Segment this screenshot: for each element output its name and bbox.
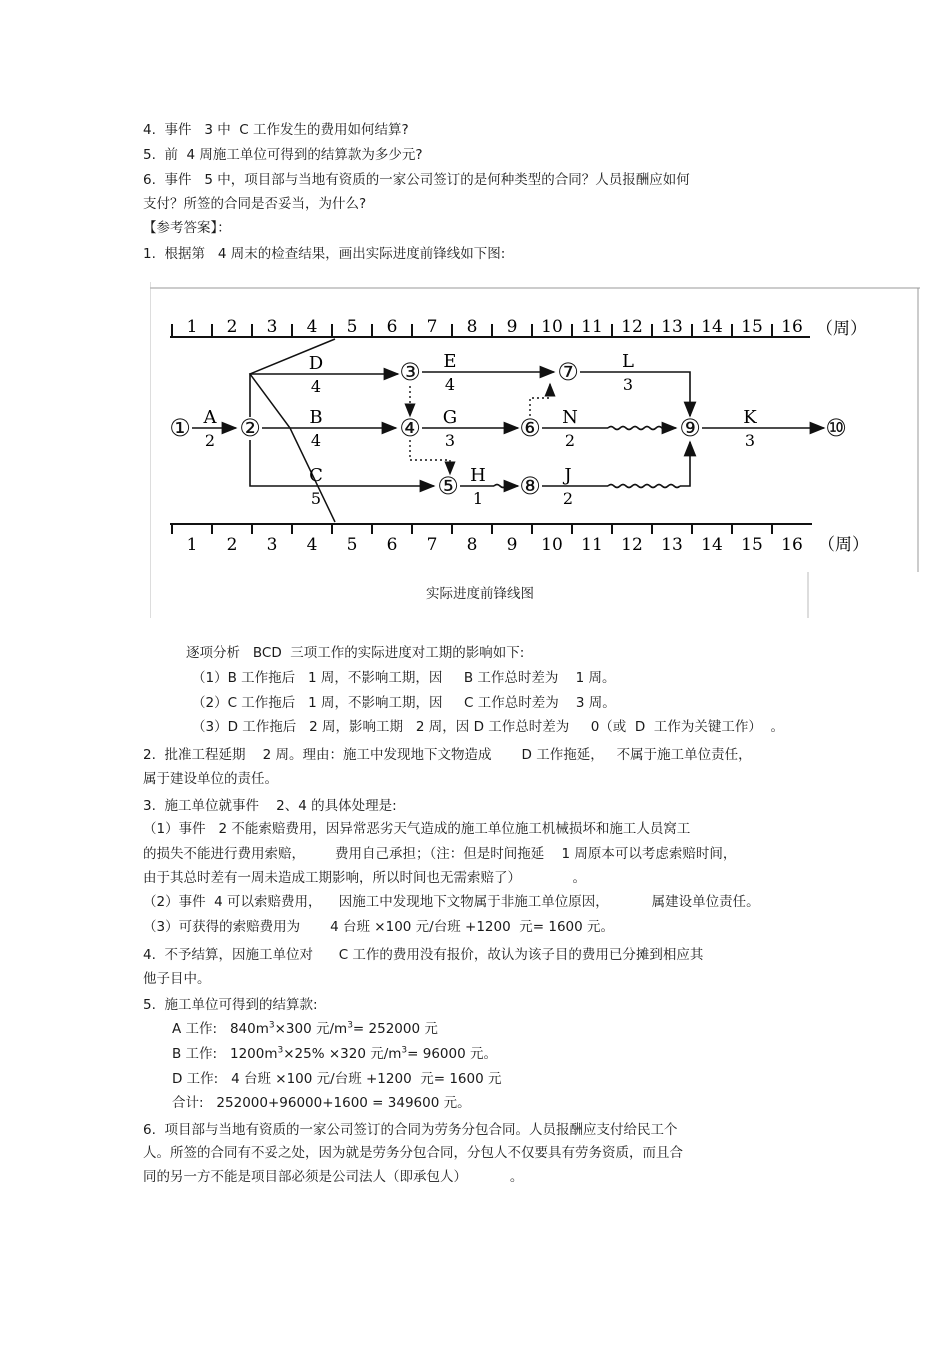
top-time-scale: [170, 317, 810, 337]
activity-name: A: [203, 407, 217, 428]
answer-6-line-2: 人。所签的合同有不妥之处，因为就是劳务分包合同，分包人不仅要具有劳务资质，而且合: [143, 1145, 683, 1161]
top-week-label: 4: [306, 317, 318, 337]
question-4: 4. 事件 3 中 C 工作发生的费用如何结算?: [143, 122, 409, 138]
activity-duration: 3: [444, 431, 456, 450]
bottom-week-label: 2: [226, 535, 238, 555]
top-week-label: 2: [226, 317, 238, 337]
network-node: ⑩: [825, 414, 847, 442]
activity-duration: 3: [744, 431, 756, 450]
bottom-week-label: 5: [346, 535, 358, 555]
activity-name: L: [622, 351, 634, 372]
activity-name: K: [743, 407, 757, 428]
activity-name: E: [443, 351, 457, 372]
activity-name: D: [308, 353, 324, 374]
activity-name: C: [309, 465, 323, 486]
top-week-label: 14: [701, 317, 723, 337]
answer-header: 【参考答案】：: [143, 220, 231, 236]
answer-5-intro: 5. 施工单位可得到的结算款:: [143, 997, 318, 1013]
answer-5-a-work: A 工作: $840m^3\times 300$ 元$/m^3= 252000$ 元: [172, 1020, 438, 1037]
bottom-week-label: 4: [306, 535, 318, 555]
network-diagram: [150, 282, 920, 618]
progress-frontline-figure: [150, 282, 920, 618]
top-week-label: 8: [466, 317, 478, 337]
network-node: ③: [399, 358, 421, 386]
bottom-week-label: 15: [741, 535, 763, 555]
activity-duration: 2: [204, 431, 216, 450]
network-node: ⑧: [519, 472, 541, 500]
network-node: ④: [399, 414, 421, 442]
answer-4-line-2: 他子目中。: [143, 971, 211, 987]
activity-name: N: [562, 407, 578, 428]
answer-1-intro: 1. 根据第 4 周末的检查结果，画出实际进度前锋线如下图:: [143, 246, 506, 262]
answer-4-line-1: 4. 不予结算，因施工单位对 C 工作的费用没有报价，故认为该子目的费用已分摊到相应其: [143, 947, 704, 963]
network-node: ②: [239, 414, 261, 442]
bottom-week-label: 13: [661, 535, 683, 555]
question-6-line-2: 支付？所签的合同是否妥当，为什么?: [143, 196, 367, 212]
bottom-week-label: 11: [581, 535, 603, 555]
bottom-week-label: 6: [386, 535, 398, 555]
bottom-week-label: 14: [701, 535, 723, 555]
bottom-week-label: 8: [466, 535, 478, 555]
bottom-time-scale: [170, 524, 812, 555]
answer-2-line-2: 属于建设单位的责任。: [143, 771, 278, 787]
answer-6-line-1: 6. 项目部与当地有资质的一家公司签订的合同为劳务分包合同。人员报酬应支付给民工个: [143, 1122, 678, 1138]
network-node: ⑥: [519, 414, 541, 442]
bottom-week-label: 9: [506, 535, 518, 555]
analysis-intro: 逐项分析 BCD 三项工作的实际进度对工期的影响如下:: [186, 645, 525, 661]
activity-duration: 3: [622, 375, 634, 394]
top-week-label: 12: [621, 317, 643, 337]
answer-3-item-3: （3）可获得的索赔费用为 4 台班 ×100 元/台班 +1200 元= 1600 元。: [143, 919, 615, 935]
bottom-week-label: 7: [426, 535, 438, 555]
top-week-label: 16: [781, 317, 803, 337]
network-node: ⑨: [679, 414, 701, 442]
activity-duration: 2: [562, 489, 574, 508]
answer-3-intro: 3. 施工单位就事件 2、4 的具体处理是:: [143, 798, 397, 814]
answer-5-total: 合计: 252000+96000+1600 = 349600 元。: [172, 1095, 471, 1111]
unit-label-bottom: （周）: [818, 535, 869, 555]
activity-name: G: [442, 407, 458, 428]
activity-name: J: [564, 465, 572, 486]
bottom-week-label: 12: [621, 535, 643, 555]
bottom-week-label: 1: [186, 535, 198, 555]
top-week-label: 7: [426, 317, 438, 337]
activity-duration: 4: [444, 375, 456, 394]
top-week-label: 13: [661, 317, 683, 337]
activity-duration: 4: [310, 431, 322, 450]
activity-name: B: [309, 407, 323, 428]
question-5: 5. 前 4 周施工单位可得到的结算款为多少元?: [143, 147, 423, 163]
network-nodes: [169, 358, 847, 500]
top-week-label: 3: [266, 317, 278, 337]
top-week-label: 15: [741, 317, 763, 337]
activity-duration: 1: [472, 489, 484, 508]
top-week-label: 9: [506, 317, 518, 337]
activity-duration: 2: [564, 431, 576, 450]
activity-duration: 5: [310, 489, 322, 508]
unit-label-top: （周）: [816, 319, 867, 339]
activity-duration: 4: [310, 377, 322, 396]
network-node: ⑤: [437, 472, 459, 500]
top-week-label: 10: [541, 317, 563, 337]
activity-name: H: [470, 465, 486, 486]
analysis-item-2: （2）C 工作拖后 1 周，不影响工期，因 C 工作总时差为 3 周。: [192, 695, 616, 711]
answer-5-d-work: D 工作: 4 台班 ×100 元/台班 +1200 元= 1600 元: [172, 1071, 502, 1087]
analysis-item-1: （1）B 工作拖后 1 周，不影响工期，因 B 工作总时差为 1 周。: [192, 670, 616, 686]
bottom-week-label: 10: [541, 535, 563, 555]
top-week-label: 1: [186, 317, 198, 337]
answer-2-line-1: 2. 批准工程延期 2 周。理由：施工中发现地下文物造成 D 工作拖延， 不属于施工单位责任，: [143, 747, 752, 763]
analysis-item-3: （3）D 工作拖后 2 周，影响工期 2 周，因 D 工作总时差为 0（或 D 工作为关键工作） 。: [192, 719, 784, 735]
bottom-week-label: 16: [781, 535, 803, 555]
answer-3-item-1-line-3: 由于其总时差有一周未造成工期影响，所以时间也无需索赔了） 。: [143, 870, 586, 886]
answer-3-item-1-line-2: 的损失不能进行费用索赔， 费用自己承担；（注：但是时间拖延 1 周原本可以考虑索赔时间，: [143, 846, 737, 862]
figure-caption: 实际进度前锋线图: [426, 586, 534, 602]
answer-3-item-1-line-1: （1）事件 2 不能索赔费用，因异常恶劣天气造成的施工单位施工机械损坏和施工人员窝工: [143, 821, 691, 837]
question-6-line-1: 6. 事件 5 中，项目部与当地有资质的一家公司签订的是何种类型的合同？人员报酬应如何: [143, 172, 690, 188]
top-week-label: 11: [581, 317, 603, 337]
top-week-label: 6: [386, 317, 398, 337]
answer-5-b-work: B 工作: $1200m^3\times 25\% \times 320$ 元$/m^3= 96000$ 元。: [172, 1045, 497, 1062]
top-week-label: 5: [346, 317, 358, 337]
network-node: ⑦: [557, 358, 579, 386]
answer-6-line-3: 同的另一方不能是项目部必须是公司法人（即承包人） 。: [143, 1169, 524, 1185]
bottom-week-label: 3: [266, 535, 278, 555]
answer-3-item-2: （2）事件 4 可以索赔费用， 因施工中发现地下文物属于非施工单位原因， 属建设单位责任。: [143, 894, 760, 910]
network-node: ①: [169, 414, 191, 442]
